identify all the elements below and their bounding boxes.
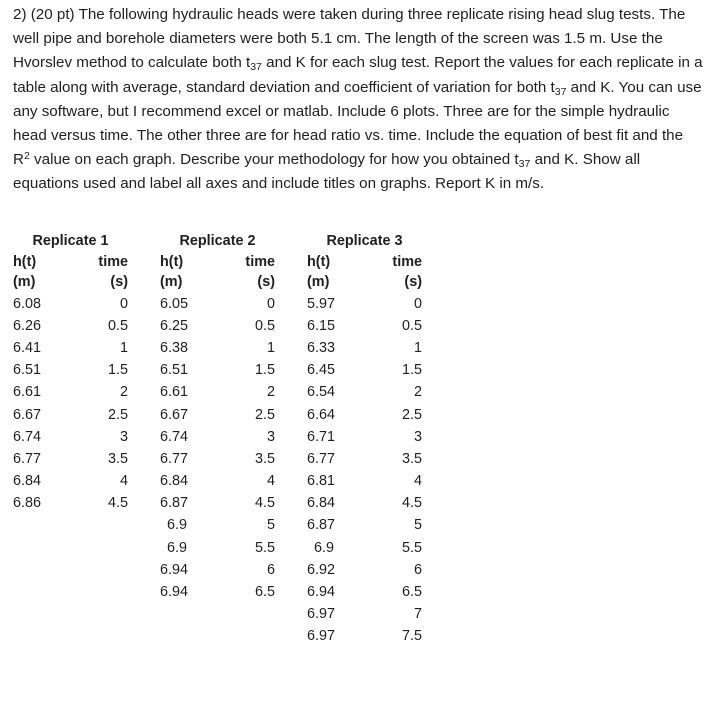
r2-time-cell (225, 625, 275, 647)
r1-time-cell (78, 581, 128, 603)
replicate-2-header: Replicate 2 (179, 233, 256, 250)
r1-time-cell: 4.5 (107, 495, 128, 512)
r3-time-cell: 6.5 (401, 584, 422, 601)
r3-head-cell: 6.77 (307, 450, 336, 467)
r2-time-cell: 1.5 (254, 362, 275, 379)
r2-head-cell: 6.9 (167, 539, 188, 556)
time-column-header: time (245, 253, 275, 270)
r1-head-cell: 6.77 (13, 450, 42, 467)
r2-head-cell: 6.25 (160, 317, 189, 334)
r2-time-cell: 0 (266, 295, 275, 312)
r3-time-cell: 1.5 (401, 362, 422, 379)
table-row (13, 492, 422, 514)
r3-time-cell: 0 (413, 295, 422, 312)
t37-subscript: 37 (554, 85, 567, 98)
head-unit-header: (m) (13, 274, 36, 291)
table-row (13, 470, 422, 492)
problem-text-part-4: value on each graph. Describe your methodology for how you obtained t (29, 151, 519, 169)
head-column-header: h(t) (307, 253, 331, 270)
r1-head-cell: 6.41 (13, 339, 42, 356)
r3-time-cell: 2.5 (401, 406, 422, 423)
r3-time-cell: 2 (413, 384, 422, 401)
table-row (13, 403, 422, 425)
column-header-row-1 (13, 252, 422, 273)
r3-time-cell: 6 (413, 561, 422, 578)
r3-time-cell: 0.5 (401, 317, 422, 334)
r1-time-cell (78, 559, 128, 581)
time-unit-header: (s) (404, 274, 422, 291)
r3-head-cell: 6.92 (307, 561, 336, 578)
r1-head-cell: 6.26 (13, 317, 42, 334)
r2-time-cell: 4.5 (254, 495, 275, 512)
time-column-header: time (392, 253, 422, 270)
replicate-header-row (13, 231, 422, 252)
r3-head-cell: 6.15 (307, 317, 336, 334)
r2-time-cell: 5.5 (254, 539, 275, 556)
r1-head-cell (13, 581, 78, 603)
r1-time-cell (78, 625, 128, 647)
table-row (13, 514, 422, 536)
time-unit-header: (s) (257, 274, 275, 291)
table-row (13, 603, 422, 625)
table-row (13, 625, 422, 647)
r2-head-cell: 6.38 (160, 339, 189, 356)
r2-head-cell: 6.9 (167, 517, 188, 534)
r1-time-cell: 2 (119, 384, 128, 401)
r3-head-cell: 6.64 (307, 406, 336, 423)
r3-time-cell: 7 (413, 606, 422, 623)
table-row (13, 426, 422, 448)
r3-time-cell: 7.5 (401, 628, 422, 645)
r1-time-cell: 2.5 (107, 406, 128, 423)
r2-head-cell: 6.87 (160, 495, 189, 512)
r1-head-cell: 6.86 (13, 495, 42, 512)
r3-time-cell: 4.5 (401, 495, 422, 512)
head-unit-header: (m) (160, 274, 183, 291)
r3-head-cell: 6.71 (307, 428, 336, 445)
r2-head-cell: 6.77 (160, 450, 189, 467)
head-column-header: h(t) (13, 253, 37, 270)
r2-time-cell: 6.5 (254, 584, 275, 601)
r2-time-cell: 2.5 (254, 406, 275, 423)
table-row (13, 359, 422, 381)
r2-head-cell: 6.67 (160, 406, 189, 423)
r1-head-cell (13, 537, 78, 559)
r2-head-cell: 6.05 (160, 295, 189, 312)
r2-head-cell: 6.94 (160, 561, 189, 578)
table-row (13, 381, 422, 403)
r1-head-cell (13, 625, 78, 647)
r3-time-cell: 5.5 (401, 539, 422, 556)
r3-time-cell: 3.5 (401, 450, 422, 467)
r1-head-cell: 6.61 (13, 384, 42, 401)
r1-time-cell: 0.5 (107, 317, 128, 334)
table-row (13, 337, 422, 359)
head-column-header: h(t) (160, 253, 184, 270)
r3-head-cell: 6.97 (307, 606, 336, 623)
r3-head-cell: 6.87 (307, 517, 336, 534)
problem-statement (13, 3, 703, 197)
r2-head-cell: 6.51 (160, 362, 189, 379)
r1-head-cell: 6.08 (13, 295, 42, 312)
r3-head-cell: 6.45 (307, 362, 336, 379)
replicate-3-header: Replicate 3 (326, 233, 403, 250)
r3-head-cell: 6.54 (307, 384, 336, 401)
r1-time-cell: 3 (119, 428, 128, 445)
t37-subscript: 37 (250, 61, 262, 74)
r1-time-cell: 3.5 (107, 450, 128, 467)
r2-time-cell: 0.5 (254, 317, 275, 334)
r1-time-cell (78, 537, 128, 559)
r2-head-cell: 6.94 (160, 584, 189, 601)
r2-time-cell: 5 (266, 517, 275, 534)
r3-time-cell: 1 (413, 339, 422, 356)
table-row (13, 537, 422, 559)
t37-subscript: 37 (518, 158, 531, 171)
r1-time-cell (78, 514, 128, 536)
r2-time-cell: 4 (266, 473, 275, 490)
r2-time-cell (225, 603, 275, 625)
r3-head-cell: 6.84 (307, 495, 336, 512)
problem-text-part-2: and K for each slug test. Report the values for each replicate in a table along with average, standard deviation and coefficient of variation for both t (13, 54, 703, 96)
r2-time-cell: 3 (266, 428, 275, 445)
r2-head-cell: 6.74 (160, 428, 189, 445)
r2-head-cell (160, 625, 225, 647)
r3-head-cell: 6.97 (307, 628, 336, 645)
r1-head-cell: 6.84 (13, 473, 42, 490)
time-unit-header: (s) (110, 274, 128, 291)
r3-head-cell: 5.97 (307, 295, 336, 312)
problem-text-part-1: 2) (20 pt) The following hydraulic heads were taken during three replicate rising head slug tests. The well pipe and borehole diameters were both 5.1 cm. The length of the screen was 1.5 m. Use the Hvorslev method to calculate both t (13, 6, 686, 72)
problem-text-part-3: and K. You can use any software, but I recommend excel or matlab. Include 6 plots. Three are for the simple hydraulic head versus time. The other three are for head ratio vs. time. Include the equation of best fit and the R (13, 78, 702, 169)
replicate-1-header: Replicate 1 (32, 233, 109, 250)
r2-time-cell: 6 (266, 561, 275, 578)
r3-time-cell: 5 (413, 517, 422, 534)
r1-head-cell: 6.74 (13, 428, 42, 445)
r1-head-cell: 6.51 (13, 362, 42, 379)
r2-time-cell: 1 (266, 339, 275, 356)
r3-time-cell: 4 (413, 473, 422, 490)
time-column-header: time (98, 253, 128, 270)
r2-time-cell: 2 (266, 384, 275, 401)
table-row (13, 315, 422, 337)
r1-head-cell (13, 603, 78, 625)
r1-time-cell: 1 (119, 339, 128, 356)
r1-time-cell: 4 (119, 473, 128, 490)
column-header-row-2 (13, 272, 422, 293)
head-unit-header: (m) (307, 274, 330, 291)
r3-head-cell: 6.81 (307, 473, 336, 490)
r2-head-cell: 6.61 (160, 384, 189, 401)
table-row (13, 448, 422, 470)
table-row (13, 581, 422, 603)
r1-time-cell (78, 603, 128, 625)
r3-head-cell: 6.33 (307, 339, 336, 356)
r2-head-cell: 6.84 (160, 473, 189, 490)
r2-time-cell: 3.5 (254, 450, 275, 467)
r2-head-cell (160, 603, 225, 625)
r3-head-cell: 6.9 (314, 539, 335, 556)
r1-head-cell (13, 559, 78, 581)
problem-text-part-5: and K. Show all equations used and label all axes and include titles on graphs. Report K in m/s. (13, 151, 641, 193)
table-row (13, 559, 422, 581)
r1-time-cell: 1.5 (107, 362, 128, 379)
r1-head-cell (13, 514, 78, 536)
r1-head-cell: 6.67 (13, 406, 42, 423)
r-squared-superscript: 2 (23, 150, 30, 163)
r1-time-cell: 0 (119, 295, 128, 312)
r3-time-cell: 3 (413, 428, 422, 445)
r3-head-cell: 6.94 (307, 584, 336, 601)
slug-test-data-table (13, 231, 422, 648)
table-row (13, 293, 422, 315)
